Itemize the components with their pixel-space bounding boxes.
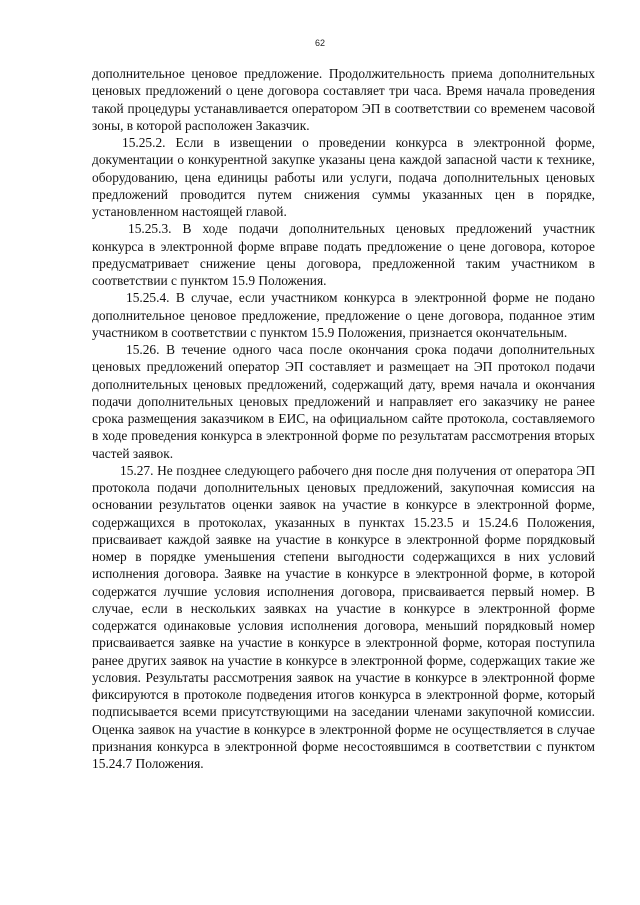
paragraph-continuation: дополнительное ценовое предложение. Продолжительность приема дополнительных ценовых предложений о цене договора составляет три часа. Время начала проведения такой процедуры устанавливается оператором ЭП в соответствии со временем часовой зоны, в которой расположен Заказчик. [92, 66, 595, 133]
paragraph-15-26: 15.26. В течение одного часа после окончания срока подачи дополнительных ценовых предложений оператор ЭП составляет и размещает на ЭП протокол подачи дополнительных ценовых предложений, содержащий дату, время начала и окончания подачи дополнительных ценовых предложений и направляет его заказчику не ранее срока размещения заказчиком в ЕИС, на официальном сайте протокола, составляемого в ходе проведения конкурса в электронной форме по результатам рассмотрения вторых частей заявок. [92, 342, 595, 461]
paragraph-15-25-4: 15.25.4. В случае, если участником конкурса в электронной форме не подано дополнительное ценовое предложение, предложение о цене договора, поданное этим участником в соответствии с пунктом 15.9 Положения, признается окончательным. [92, 290, 595, 340]
document-body [92, 65, 595, 772]
paragraph-15-25-2: 15.25.2. Если в извещении о проведении конкурса в электронной форме, документации о конкурентной закупке указаны цена каждой запасной части к технике, оборудованию, цена единицы работы или услуги, подача дополнительных ценовых предложений проводится путем снижения суммы указанных цен в порядке, установленном настоящей главой. [92, 135, 595, 219]
paragraph-15-25-3: 15.25.3. В ходе подачи дополнительных ценовых предложений участник конкурса в электронной форме вправе подать предложение о цене договора, которое предусматривает снижение цены договора, предложенной таким участником в соответствии с пунктом 15.9 Положения. [92, 221, 595, 288]
page-number: 62 [314, 38, 325, 48]
paragraph-15-27: 15.27. Не позднее следующего рабочего дня после дня получения от оператора ЭП протокола подачи дополнительных ценовых предложений, закупочная комиссия на основании результатов оценки заявок на участие в конкурсе в электронной форме, содержащихся в протоколах, указанных в пунктах 15.23.5 и 15.24.6 Положения, присваивает каждой заявке на участие в конкурсе в электронной форме порядковый номер в порядке уменьшения степени выгодности содержащихся в них условий исполнения договора. Заявке на участие в конкурсе в электронной форме, в которой содержатся лучшие условия исполнения договора, присваивается первый номер. В случае, если в нескольких заявках на участие в конкурсе в электронной форме содержатся одинаковые условия исполнения договора, меньший порядковый номер присваивается заявке на участие в конкурсе в электронной форме, которая поступила ранее других заявок на участие в конкурсе в электронной форме, содержащих такие же условия. Результаты рассмотрения заявок на участие в конкурсе в электронной форме фиксируются в протоколе подведения итогов конкурса в электронной форме, который подписывается всеми присутствующими на заседании членами закупочной комиссии. Оценка заявок на участие в конкурсе в электронной форме не осуществляется в случае признания конкурса в электронной форме несостоявшимся в соответствии с пунктом 15.24.7 Положения. [92, 462, 595, 771]
